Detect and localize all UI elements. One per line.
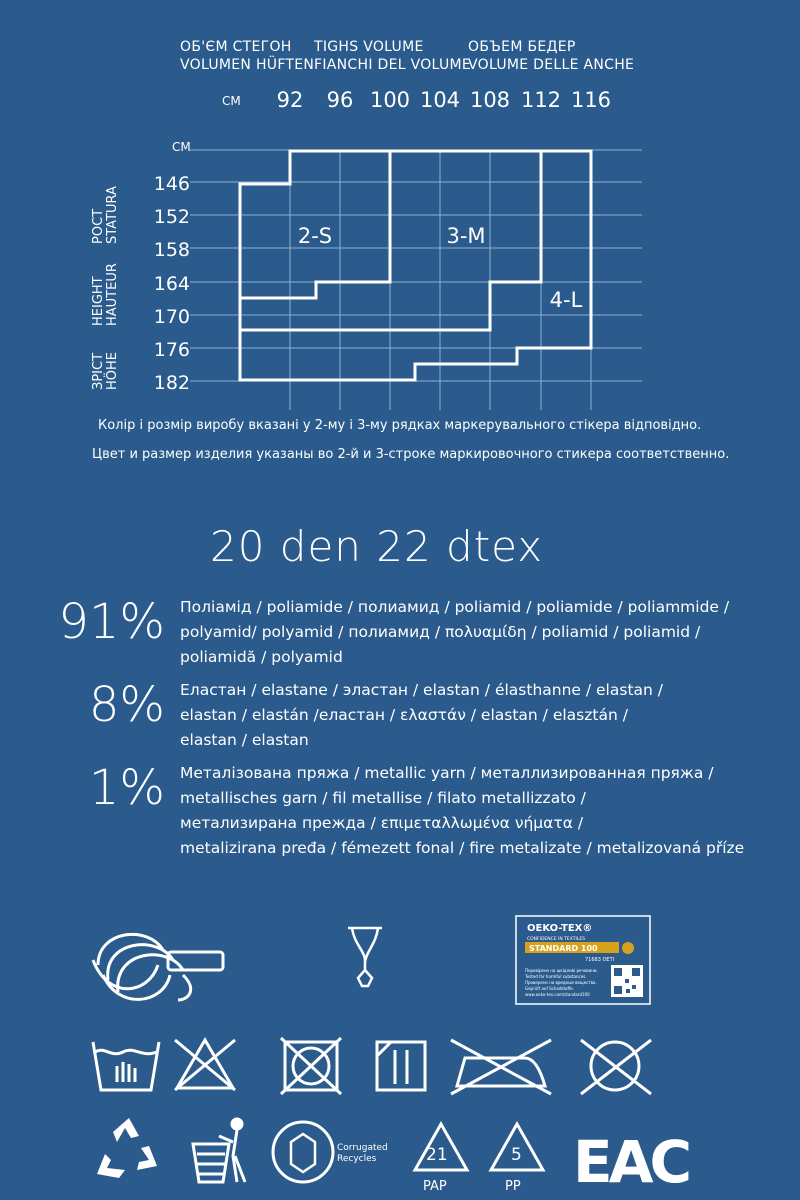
x-tick-label: 104 — [419, 88, 461, 112]
trash-bin-icon — [193, 1119, 245, 1182]
size-regions — [240, 151, 591, 380]
composition-line: metalizirana pređa / fémezett fonal / fire metalizate / metalizovaná příze — [180, 839, 745, 857]
do-not-iron-icon — [451, 1040, 551, 1094]
eac-mark: EAC — [573, 1128, 689, 1196]
y-tick-label: 176 — [153, 339, 190, 361]
x-tick-label: 108 — [469, 88, 511, 112]
composition-line: метализирана прежда / επιμεταλλωμένα νήματα / — [180, 814, 584, 832]
x-tick-label: 116 — [570, 88, 612, 112]
corrugated-line: Corrugated — [337, 1143, 388, 1153]
header-line: FIANCHI DEL VOLUME — [314, 57, 472, 73]
pap-recycle-icon — [415, 1124, 467, 1194]
note-russian: Цвет и размер изделия указаны во 2-й и 3-строке маркировочного стикера соответственно. — [92, 447, 730, 462]
y-tick-label: 164 — [153, 273, 190, 295]
composition-line: poliamidă / polyamid — [180, 648, 343, 666]
pap-number: 21 — [426, 1145, 448, 1165]
y-tick-label: 170 — [153, 306, 190, 328]
composition-line: elastan / elastan — [180, 731, 309, 749]
x-tick-label: 96 — [326, 88, 354, 112]
pap-label: PAP — [423, 1179, 447, 1194]
composition-line: Поліамід / poliamide / полиамид / poliamid / poliamide / poliammide / — [180, 598, 730, 616]
header-line: ОБЪЕМ БЕДЕР — [468, 39, 576, 55]
y-unit-label: СМ — [172, 140, 191, 154]
header-line: VOLUME DELLE ANCHE — [468, 57, 635, 73]
x-tick-label: 100 — [369, 88, 411, 112]
y-label-line: STATURA — [105, 186, 120, 244]
recycle-icon — [97, 1118, 157, 1178]
oeko-brand: OEKO-TEX® — [527, 923, 593, 934]
y-tick-label: 146 — [153, 173, 190, 195]
y-label-line: HAUTEUR — [105, 263, 120, 326]
care-symbols — [85, 1030, 665, 1100]
composition-percent-metallic: 1% — [88, 760, 165, 816]
composition-line: metallisches garn / fil metallise / filato metallizzato / — [180, 789, 586, 807]
y-tick-label: 152 — [153, 206, 190, 228]
y-label-line: РОСТ — [91, 208, 106, 244]
pp-number: 5 — [511, 1145, 522, 1165]
do-not-tumble-dry-icon — [281, 1038, 341, 1094]
composition-line: elastan / elastán /еластан / ελαστάν / elastan / elasztán / — [180, 706, 628, 724]
oeko-standard: STANDARD 100 — [529, 944, 598, 953]
do-not-dry-clean-icon — [581, 1040, 651, 1094]
header-line: TIGHS VOLUME — [314, 39, 424, 55]
composition-text-polyamide — [180, 595, 729, 670]
composition-line: Еластан / elastane / эластан / elastan / élasthanne / elastan / — [180, 681, 663, 699]
pp-recycle-icon — [491, 1124, 543, 1194]
y-tick-label: 182 — [153, 372, 190, 394]
header-line: ОБ'ЄМ СТЕГОН — [180, 39, 292, 55]
composition-line: Металізована пряжа / metallic yarn / металлизированная пряжа / — [180, 764, 714, 782]
pp-label: PP — [505, 1179, 521, 1194]
yarn-icon — [88, 920, 228, 1005]
oeko-line: Проверено на вредные вещества. — [525, 980, 597, 985]
oeko-line: Перевірено на шкідливі речовини. — [525, 968, 598, 973]
oeko-tex-label — [515, 915, 651, 1005]
size-label-2s: 2-S — [297, 224, 333, 248]
oeko-code: 71683 OETI — [585, 957, 615, 963]
oeko-tagline: CONFIDENCE IN TEXTILES — [527, 937, 586, 942]
x-unit-label: СМ — [222, 94, 241, 108]
oeko-line: Geprüft auf Schadstoffe. — [525, 986, 574, 991]
y-label-zrist — [92, 352, 120, 390]
size-label-4l: 4-L — [549, 288, 583, 312]
oeko-line: www.oeko-tex.com/standard100 — [525, 992, 590, 997]
composition-text-elastane — [180, 678, 663, 753]
y-label-line: HÖHE — [105, 352, 120, 390]
size-chart — [0, 0, 800, 420]
composition-percent-elastane: 8% — [88, 677, 165, 733]
recycling-symbols — [85, 1112, 689, 1197]
do-not-bleach-icon — [175, 1040, 235, 1090]
y-label-line: HEIGHT — [91, 276, 106, 326]
y-label-stature — [92, 186, 120, 244]
composition-text-metallic — [180, 761, 744, 861]
qr-code-icon — [611, 965, 643, 997]
density-label: 20 den 22 dtex — [210, 522, 544, 571]
corrugated-recycles-icon — [273, 1122, 388, 1182]
x-tick-label: 112 — [520, 88, 562, 112]
hand-wash-icon — [93, 1042, 159, 1090]
composition-line: polyamid/ polyamid / полиамид / πολυαμίδη / poliamid / poliamid / — [180, 623, 701, 641]
hanger-icon — [340, 922, 390, 992]
drip-dry-shade-icon — [377, 1042, 425, 1090]
composition-percent-polyamide: 91% — [58, 594, 165, 650]
y-label-line: ЗРІСТ — [91, 352, 106, 390]
header-line: VOLUMEN HÜFTEN — [180, 57, 315, 73]
size-label-3m: 3-M — [446, 224, 486, 248]
size-region-outline — [240, 151, 591, 380]
oeko-flower-icon — [622, 942, 634, 954]
x-tick-label: 92 — [276, 88, 304, 112]
y-tick-label: 158 — [153, 239, 190, 261]
corrugated-line: Recycles — [337, 1154, 377, 1164]
note-ukrainian: Колір і розмір виробу вказані у 2-му і 3-му рядках маркерувального стікера відповідно. — [98, 418, 702, 433]
oeko-line: Tested for harmful substances. — [525, 974, 587, 979]
y-label-height — [92, 263, 120, 326]
